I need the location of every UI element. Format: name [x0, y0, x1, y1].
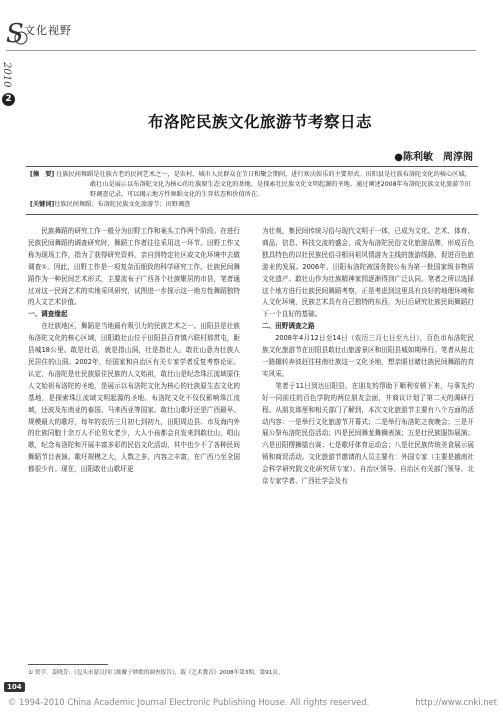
- year-label: 2010: [1, 62, 12, 88]
- body-column-right: [262, 226, 474, 488]
- keywords-label: [关键词]: [30, 201, 55, 208]
- article-authors: ●陈利敏 周淳阁: [394, 152, 473, 163]
- body-paragraph: 2008年4月12日至14日（农历三月七日至九日），百色市布洛陀民族文化旅游节在田阳县敢壮山旅游景区和田阳县城如期举行。笔者从桂北一路辗转奔波赶往桂南壮族这一文化圣地，想亲眼目睹壮族民间舞蹈的真实风采。: [262, 334, 474, 378]
- cnki-link[interactable]: http://www.cnki.net: [415, 697, 497, 707]
- keywords: [30, 200, 474, 210]
- body-column-left: [28, 226, 240, 476]
- header-rule: [6, 50, 476, 51]
- footnote-rule: [28, 664, 108, 665]
- body-paragraph: 民族舞蹈的研究工作一般分为田野工作和案头工作两个阶段。在进行民族民间舞蹈的调查研究时，舞蹈工作者往往采用这一环节。田野工作又称为现场工作，指为了获得研究资料，亲自到特定社区或文化环境中去做调查①。因此，田野工作是一项复杂而细致的科学研究工作。壮族民间舞蹈作为一种民间艺术形式，主要流布于广西各个壮族聚居的市县，笔者通过对这一民间艺术的实地采风研究，试图进一步探示这一地方性舞蹈独特的人文艺术价值。: [28, 227, 240, 307]
- section-heading: 二、田野调查之路: [262, 322, 315, 331]
- section-heading: 一、调查缘起: [28, 310, 68, 319]
- page-header: [0, 0, 503, 104]
- keywords-text: 壮族民间舞蹈；布洛陀民族文化旅游节；田野调查: [54, 201, 191, 208]
- body-paragraph: 笔者于11日到达田阳县，在朋友的帮助下顺利安顿下来，与事先约好一同前往的百色学院的两位朋友会面，并商议计划了第二天的调研行程。从朋友那里和相关部门了解到，本次文化旅游节主要有八个方面的活动内容：一是举行文化旅游节开幕式；二是举行布洛陀之夜晚会；三是开展公祭布洛陀民俗活动；四是民间舞龙舞狮表演；五是壮民族服饰展演；六是田阳楞狮擂台赛；七是歌圩体育运动会；八是壮民族传统美食展示展销和商贸活动。文化旅游节邀请的人员主要有：外国专家（主要是越南社会科学研究院文化研究所专家）、自治区领导、自治区有关部门领导、北京专家学者、广西壮学会及有: [262, 381, 474, 486]
- svg-text:S: S: [6, 19, 24, 48]
- body-paragraph: 为壮观，集民间传统习俗与现代文明于一体，已成为文化、艺术、体育、商品、信息、科技交流的盛会，成为布洛陀民俗文化旅游品牌，形成百色独具特色的以壮民族民俗寻根问祖风情游为主线的旅游线路，促进百色旅游业的发展。2006年，田阳布洛陀被国务院公布为第一批国家级非物质文化遗产。敢壮山作为壮族精神家园逐渐得到广泛认同。笔者之所以选择这个地方进行壮族民间舞蹈考察，正是考虑到这里具有良好的地理环境和人文化环境，民族艺术具有自己独特的东西，为日后研究壮族民间舞蹈打下一个良好的基础。: [262, 227, 474, 319]
- page-number: 104: [4, 682, 25, 692]
- abstract-text: 壮族民间舞蹈是壮族古老的民间艺术之一，是农村、城市人民群众在节日和聚会期间，进行欢庆娱乐的主要形式。田阳县是壮族布洛陀文化的核心区域，敢壮山是展示以布洛陀文化为核心的壮族原生态文化的基地，是探索壮民族文化文明起源的圣地。通过阐述2008年布洛陀民族文化旅游节田野调查记录，可以揭示地方性舞蹈文化的生存状态和价值所在。: [56, 171, 471, 198]
- copyright-text: © 1994-2010 China Academic Journal Electronic Publishing House. All rights reserved.: [8, 697, 370, 707]
- column-name: 文化视野: [24, 24, 72, 37]
- abstract: [30, 170, 474, 200]
- body-paragraph: 在壮族地区，舞蹈是当地最有吸引力的民族艺术之一。田阳县是壮族布洛陀文化的核心区域，田阳敢壮山位于田阳县百育镇六联村那贯屯，距县城18公里。敢是壮语，就是指山洞，壮是指壮人，敢壮山意为壮族人民居住的山洞。2002年，经国家和自治区有关专家学者反复考察论证、认定，布洛陀是壮民族原住民族的人文始祖，敢壮山是纪念珠江流域原住人文始祖布洛陀的圣地，是展示以布洛陀文化为核心的壮族原生态文化的基地，是探索珠江流域文明起源的圣地。布洛陀文化不仅仅影响珠江流域，还波及东南亚的泰国、马来西亚等国家。敢壮山歌圩还是广西最早、规模最大的歌圩，每年的农历三月初七到初九，田阳周边县、市及海内外的壮族同胞十余万人不论男女老少，大人小孩都会自发来到敢壮山，唱山歌，纪念布洛陀和开展丰富多彩的民俗文化活动，其中也少不了各种民间舞蹈节目表演。歌圩规模之大，人数之多，内容之丰富，在广西乃至全国都很少有。现在，田阳敢壮山歌圩更: [28, 322, 240, 474]
- footnote: ① 贺学、姜晓芳：《包头市蒙汉四门拙瓣子秧歌的调查报告》，载《艺术教育》2008年第3期，第91页。: [28, 670, 284, 676]
- abstract-label: [摘 要]: [30, 171, 55, 178]
- abstract-box: [26, 166, 478, 215]
- copyright-watermark: [8, 697, 503, 707]
- article-title: 布洛陀民族文化旅游节考察日志: [148, 113, 373, 131]
- issue-badge: 2: [2, 93, 15, 106]
